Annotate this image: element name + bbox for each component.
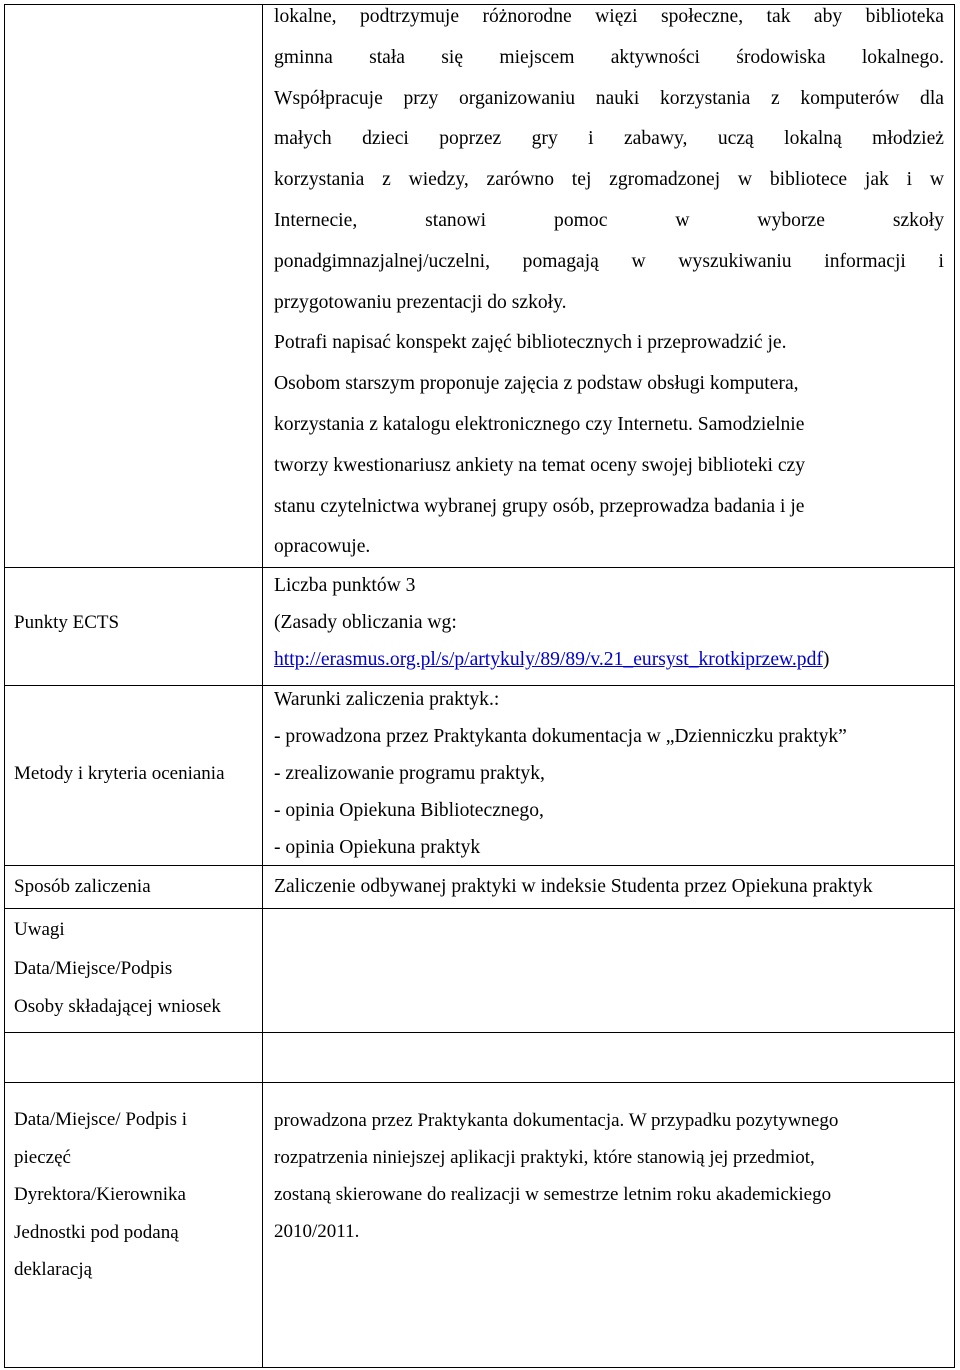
description-line: Współpracuje przy organizowaniu nauki korzystania z komputerów dla xyxy=(274,87,944,109)
ects-link-close: ) xyxy=(822,649,830,670)
description-line: przygotowaniu prezentacji do szkoły. xyxy=(274,291,567,313)
description-line: Potrafi napisać konspekt zajęć bibliotecznych i przeprowadzić je. xyxy=(274,332,787,354)
completion-text: Zaliczenie odbywanej praktyki w indeksie Studenta przez Opiekuna praktyk xyxy=(274,876,873,897)
description-line: korzystania z wiedzy, zarówno tej zgromadzonej w bibliotece jak i w xyxy=(274,169,944,191)
director-line: 2010/2011. xyxy=(274,1221,360,1242)
notes-label-line: Data/Miejsce/Podpis xyxy=(14,957,173,979)
description-text xyxy=(274,0,944,568)
completion-label: Sposób zaliczenia xyxy=(14,876,151,897)
table-border-right xyxy=(954,4,955,1368)
description-line: korzystania z katalogu elektronicznego czy Internetu. Samodzielnie xyxy=(274,413,805,435)
notes-label xyxy=(14,911,258,1027)
director-label-line: pieczęć xyxy=(14,1146,71,1168)
completion-content xyxy=(274,868,944,905)
methods-line: - zrealizowanie programu praktyk, xyxy=(274,763,545,784)
row-divider xyxy=(4,1082,955,1083)
ects-rules-link[interactable]: http://erasmus.org.pl/s/p/artykuly/89/89/v.21_eursyst_krotkiprzew.pdf xyxy=(274,649,823,670)
description-line: stanu czytelnictwa wybranej grupy osób, przeprowadza badania i je xyxy=(274,495,805,517)
description-line: ponadgimnazjalnej/uczelni, pomagają w wyszukiwaniu informacji i xyxy=(274,250,944,272)
director-label-line: deklaracją xyxy=(14,1259,93,1280)
notes-label-line: Uwagi xyxy=(14,919,65,940)
ects-points: Liczba punktów 3 xyxy=(274,575,416,596)
ects-content xyxy=(274,567,944,678)
description-line: Internecie, stanowi pomoc w wyborze szkoły xyxy=(274,209,944,231)
description-line: Osobom starszym proponuje zajęcia z podstaw obsługi komputera, xyxy=(274,373,799,395)
director-line: zostaną skierowane do realizacji w semestrze letnim roku akademickiego xyxy=(274,1184,832,1205)
ects-label: Punkty ECTS xyxy=(14,612,120,633)
description-line: gminna stała się miejscem aktywności środowiska lokalnego. xyxy=(274,46,944,68)
description-line: małych dzieci poprzez gry i zabawy, uczą lokalną młodzież xyxy=(274,128,944,150)
description-line: tworzy kwestionariusz ankiety na temat oceny swojej biblioteki czy xyxy=(274,454,806,476)
director-label-line: Dyrektora/Kierownika xyxy=(14,1184,186,1205)
director-label xyxy=(14,1101,258,1289)
methods-line: Warunki zaliczenia praktyk.: xyxy=(274,689,500,710)
director-line: rozpatrzenia niniejszej aplikacji praktyki, które stanowią jej przedmiot, xyxy=(274,1147,815,1168)
table-border-left xyxy=(4,4,5,1368)
methods-line: - prowadzona przez Praktykanta dokumentacja w „Dzienniczku praktyk” xyxy=(274,726,847,747)
director-content xyxy=(274,1102,944,1250)
director-label-line: Jednostki pod podaną xyxy=(14,1221,179,1243)
notes-label-line: Osoby składającej wniosek xyxy=(14,996,221,1017)
director-label-line: Data/Miejsce/ Podpis i xyxy=(14,1109,188,1130)
methods-line: - opinia Opiekuna Bibliotecznego, xyxy=(274,800,544,821)
ects-rules: (Zasady obliczania wg: xyxy=(274,612,457,633)
description-line: opracowuje. xyxy=(274,536,371,558)
table-border-bottom xyxy=(4,1367,955,1368)
director-line: prowadzona przez Praktykanta dokumentacja. W przypadku pozytywnego xyxy=(274,1110,839,1131)
description-line: lokalne, podtrzymuje różnorodne więzi społeczne, tak aby biblioteka xyxy=(274,6,944,27)
methods-content xyxy=(274,681,944,866)
column-divider xyxy=(262,4,263,1368)
row-divider xyxy=(4,1032,955,1033)
row-divider xyxy=(4,908,955,909)
methods-line: - opinia Opiekuna praktyk xyxy=(274,837,481,858)
ects-link-line xyxy=(274,641,944,678)
methods-label: Metody i kryteria oceniania xyxy=(14,763,225,784)
